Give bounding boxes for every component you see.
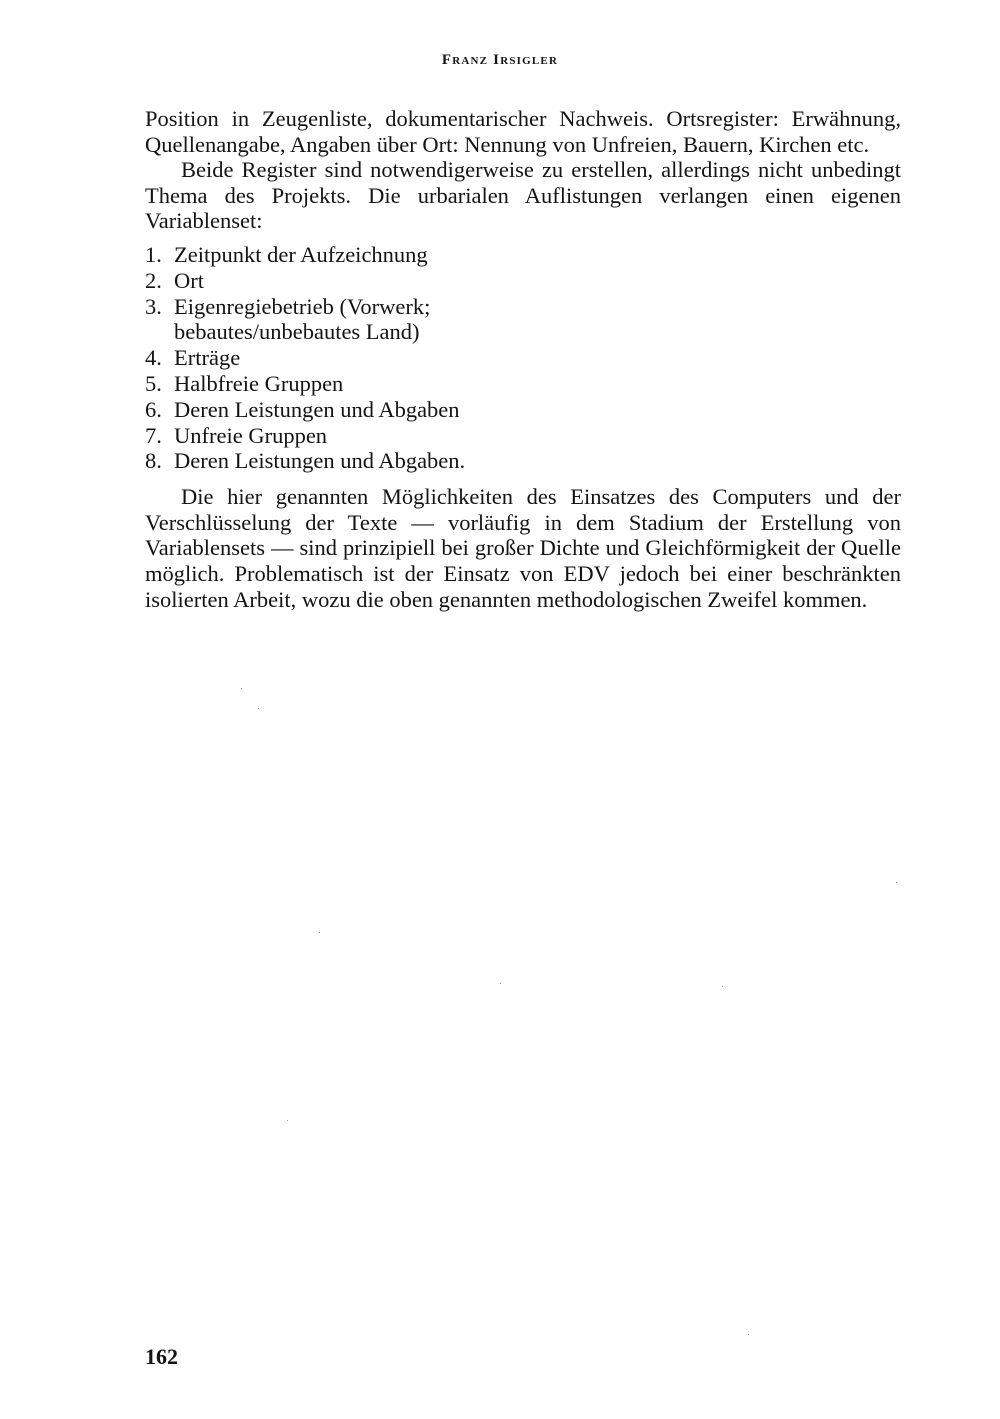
list-item-number: 6. bbox=[145, 396, 162, 422]
scan-speck bbox=[258, 708, 259, 709]
paragraph-conclusion: Die hier genannten Möglichkeiten des Einsatzes des Computers und der Verschlüsselung der Texte — vorläufig in dem Stadium der Erstellung von Variablensets — sind prinzipiell bei großer Dichte und Gleichförmigkeit der Quelle möglich. Problematisch ist der Einsatz von EDV jedoch bei einer beschränkten isolierten Arbeit, wozu die oben genannten methodologischen Zweifel kommen. bbox=[145, 484, 901, 612]
body-text bbox=[145, 106, 901, 612]
list-item-number: 8. bbox=[145, 448, 162, 474]
variable-set-list bbox=[145, 242, 901, 474]
list-item bbox=[145, 371, 901, 397]
scan-speck bbox=[748, 1334, 749, 1335]
list-item-number: 1. bbox=[145, 241, 162, 267]
list-item-number: 3. bbox=[145, 293, 162, 319]
scan-speck bbox=[500, 983, 501, 984]
list-item bbox=[145, 268, 901, 294]
page-number: 162 bbox=[145, 1344, 178, 1369]
list-item-text: Deren Leistungen und Abgaben. bbox=[174, 448, 466, 474]
scan-speck bbox=[287, 1120, 288, 1121]
list-item-text: Deren Leistungen und Abgaben bbox=[174, 396, 460, 422]
list-item bbox=[145, 294, 901, 346]
list-item-text: Halbfreie Gruppen bbox=[174, 370, 344, 396]
list-item-number: 4. bbox=[145, 345, 162, 371]
list-item-number: 5. bbox=[145, 370, 162, 396]
list-item-text: Erträge bbox=[174, 345, 241, 371]
scan-speck bbox=[319, 932, 320, 933]
scan-speck bbox=[241, 688, 242, 689]
scan-speck bbox=[722, 986, 723, 987]
list-item bbox=[145, 423, 901, 449]
list-item bbox=[145, 345, 901, 371]
list-item bbox=[145, 242, 901, 268]
list-item-text: Zeitpunkt der Aufzeichnung bbox=[174, 241, 428, 267]
list-item-number: 7. bbox=[145, 422, 162, 448]
list-item-number: 2. bbox=[145, 267, 162, 293]
running-head: Franz Irsigler bbox=[441, 52, 559, 68]
paragraph-registers: Beide Register sind notwendigerweise zu erstellen, allerdings nicht unbedingt Thema des Projekts. Die urbarialen Auflistungen verlangen einen eigenen Variablenset: bbox=[145, 157, 901, 234]
list-item bbox=[145, 448, 901, 474]
paragraph-continued: Position in Zeugenliste, dokumentarischer Nachweis. Ortsregister: Erwähnung, Quellenangabe, Angaben über Ort: Nennung von Unfreien, Bauern, Kirchen etc. bbox=[145, 106, 901, 157]
list-item bbox=[145, 397, 901, 423]
scan-speck bbox=[896, 882, 897, 883]
list-item-text: Eigenregiebetrieb (Vorwerk; bebautes/unbebautes Land) bbox=[174, 293, 431, 345]
list-item-text: Ort bbox=[174, 267, 204, 293]
list-item-text: Unfreie Gruppen bbox=[174, 422, 328, 448]
